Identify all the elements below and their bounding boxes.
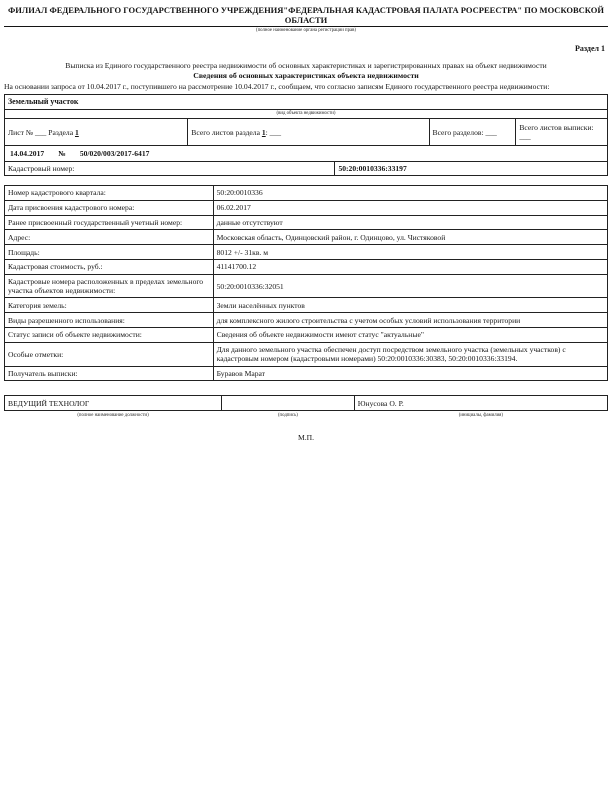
cadastral-number-value: 50:20:0010336:33197 [335,162,608,176]
detail-label: Кадастровые номера расположенных в пределах земельного участка объектов недвижимости: [5,274,214,298]
detail-label: Получатель выписки: [5,366,214,381]
stamp-mark: М.П. [297,433,315,443]
detail-value: Московская область, Одинцовский район, г. Одинцово, ул. Чистяковой [213,230,607,245]
table-row [5,200,608,215]
detail-value: данные отсутствуют [213,215,607,230]
detail-value: 06.02.2017 [213,200,607,215]
table-row [5,230,608,245]
table-row [5,328,608,343]
detail-value: Земли населённых пунктов [213,298,607,313]
basis-text: На основании запроса от 10.04.2017 г., поступившего на рассмотрение 10.04.2017 г., сообщаем, что согласно записям Единого государственного реестра недвижимости: [4,82,550,91]
org-name-caption: (полное наименование органа регистрации прав) [256,28,356,33]
detail-label: Площадь: [5,245,214,260]
total-sheets-suffix: : ___ [265,127,282,137]
signature-space [222,396,355,411]
detail-value: для комплексного жилого строительства с учетом особых условий использования территории [213,313,607,328]
sheet-number-cell [5,119,188,146]
detail-label: Виды разрешенного использования: [5,313,214,328]
signature-table [4,395,608,420]
table-row [5,274,608,298]
sheets-row [5,119,608,146]
table-row [5,298,608,313]
total-extract-sheets-cell: Всего листов выписки: ___ [516,119,608,146]
org-name-header: ФИЛИАЛ ФЕДЕРАЛЬНОГО ГОСУДАРСТВЕННОГО УЧРЕЖДЕНИЯ"ФЕДЕРАЛЬНАЯ КАДАСТРОВАЯ ПАЛАТА РОСРЕЕСТРА" ПО МОСКОВСКОЙ ОБЛАСТИ [4,5,608,27]
detail-label: Номер кадастрового квартала: [5,186,214,201]
detail-value: 50:20:0010336:32051 [213,274,607,298]
object-type-caption: (вид объекта недвижимости) [5,110,608,119]
table-row [5,186,608,201]
signature-caption: (подпись) [277,413,298,419]
detail-label: Категория земель: [5,298,214,313]
number-sign: № [58,149,66,158]
detail-label: Дата присвоения кадастрового номера: [5,200,214,215]
extract-title: Выписка из Единого государственного реестра недвижимости об основных характеристиках и зарегистрированных правах на объект недвижимости [65,61,547,70]
detail-label: Адрес: [5,230,214,245]
document-number: 50/020/003/2017-6417 [79,149,150,158]
detail-value: 50:20:0010336 [213,186,607,201]
document-number-row [5,146,608,162]
sheet-section-num: 1 [74,127,79,137]
cadastral-number-label: Кадастровый номер: [5,162,335,176]
table-row [5,259,608,274]
cadastral-number-table [4,161,608,176]
details-table [4,185,608,381]
table-row [5,366,608,381]
object-type: Земельный участок [5,95,608,110]
detail-label: Кадастровая стоимость, руб.: [5,259,214,274]
total-sheets-num: 1 [261,127,266,137]
detail-label: Статус записи об объекте недвижимости: [5,328,214,343]
table-row [5,215,608,230]
detail-label: Особые отметки: [5,342,214,366]
sheet-number-text: Лист № ___ Раздела [8,127,75,137]
table-row [5,313,608,328]
signature-position: ВЕДУЩИЙ ТЕХНОЛОГ [5,396,222,411]
position-caption: (полное наименование должности) [77,413,149,419]
table-row [5,245,608,260]
signature-name: Юнусова О. Р. [354,396,607,411]
detail-value: Сведения об объекте недвижимости имеют статус "актуальные" [213,328,607,343]
detail-value: Буравов Марат [213,366,607,381]
detail-label: Ранее присвоенный государственный учетный номер: [5,215,214,230]
name-caption: (инициалы, фамилия) [458,413,503,419]
extract-subtitle: Сведения об основных характеристиках объекта недвижимости [193,71,419,80]
detail-value: Для данного земельного участка обеспечен доступ посредством земельного участка (земельных участков) с кадастровым номером (кадастровыми номерами) 50:20:0010336:30383, 50:20:0010336:33194. [213,342,607,366]
table-row [5,342,608,366]
total-sections-cell: Всего разделов: ___ [429,119,516,146]
detail-value: 8012 +/- 31кв. м [213,245,607,260]
section-label: Раздел 1 [574,44,605,53]
detail-value: 41141700.12 [213,259,607,274]
total-sheets-cell [188,119,429,146]
object-header-table [4,94,608,162]
document-date: 14.04.2017 [10,149,45,158]
total-sheets-text: Всего листов раздела [191,127,262,137]
